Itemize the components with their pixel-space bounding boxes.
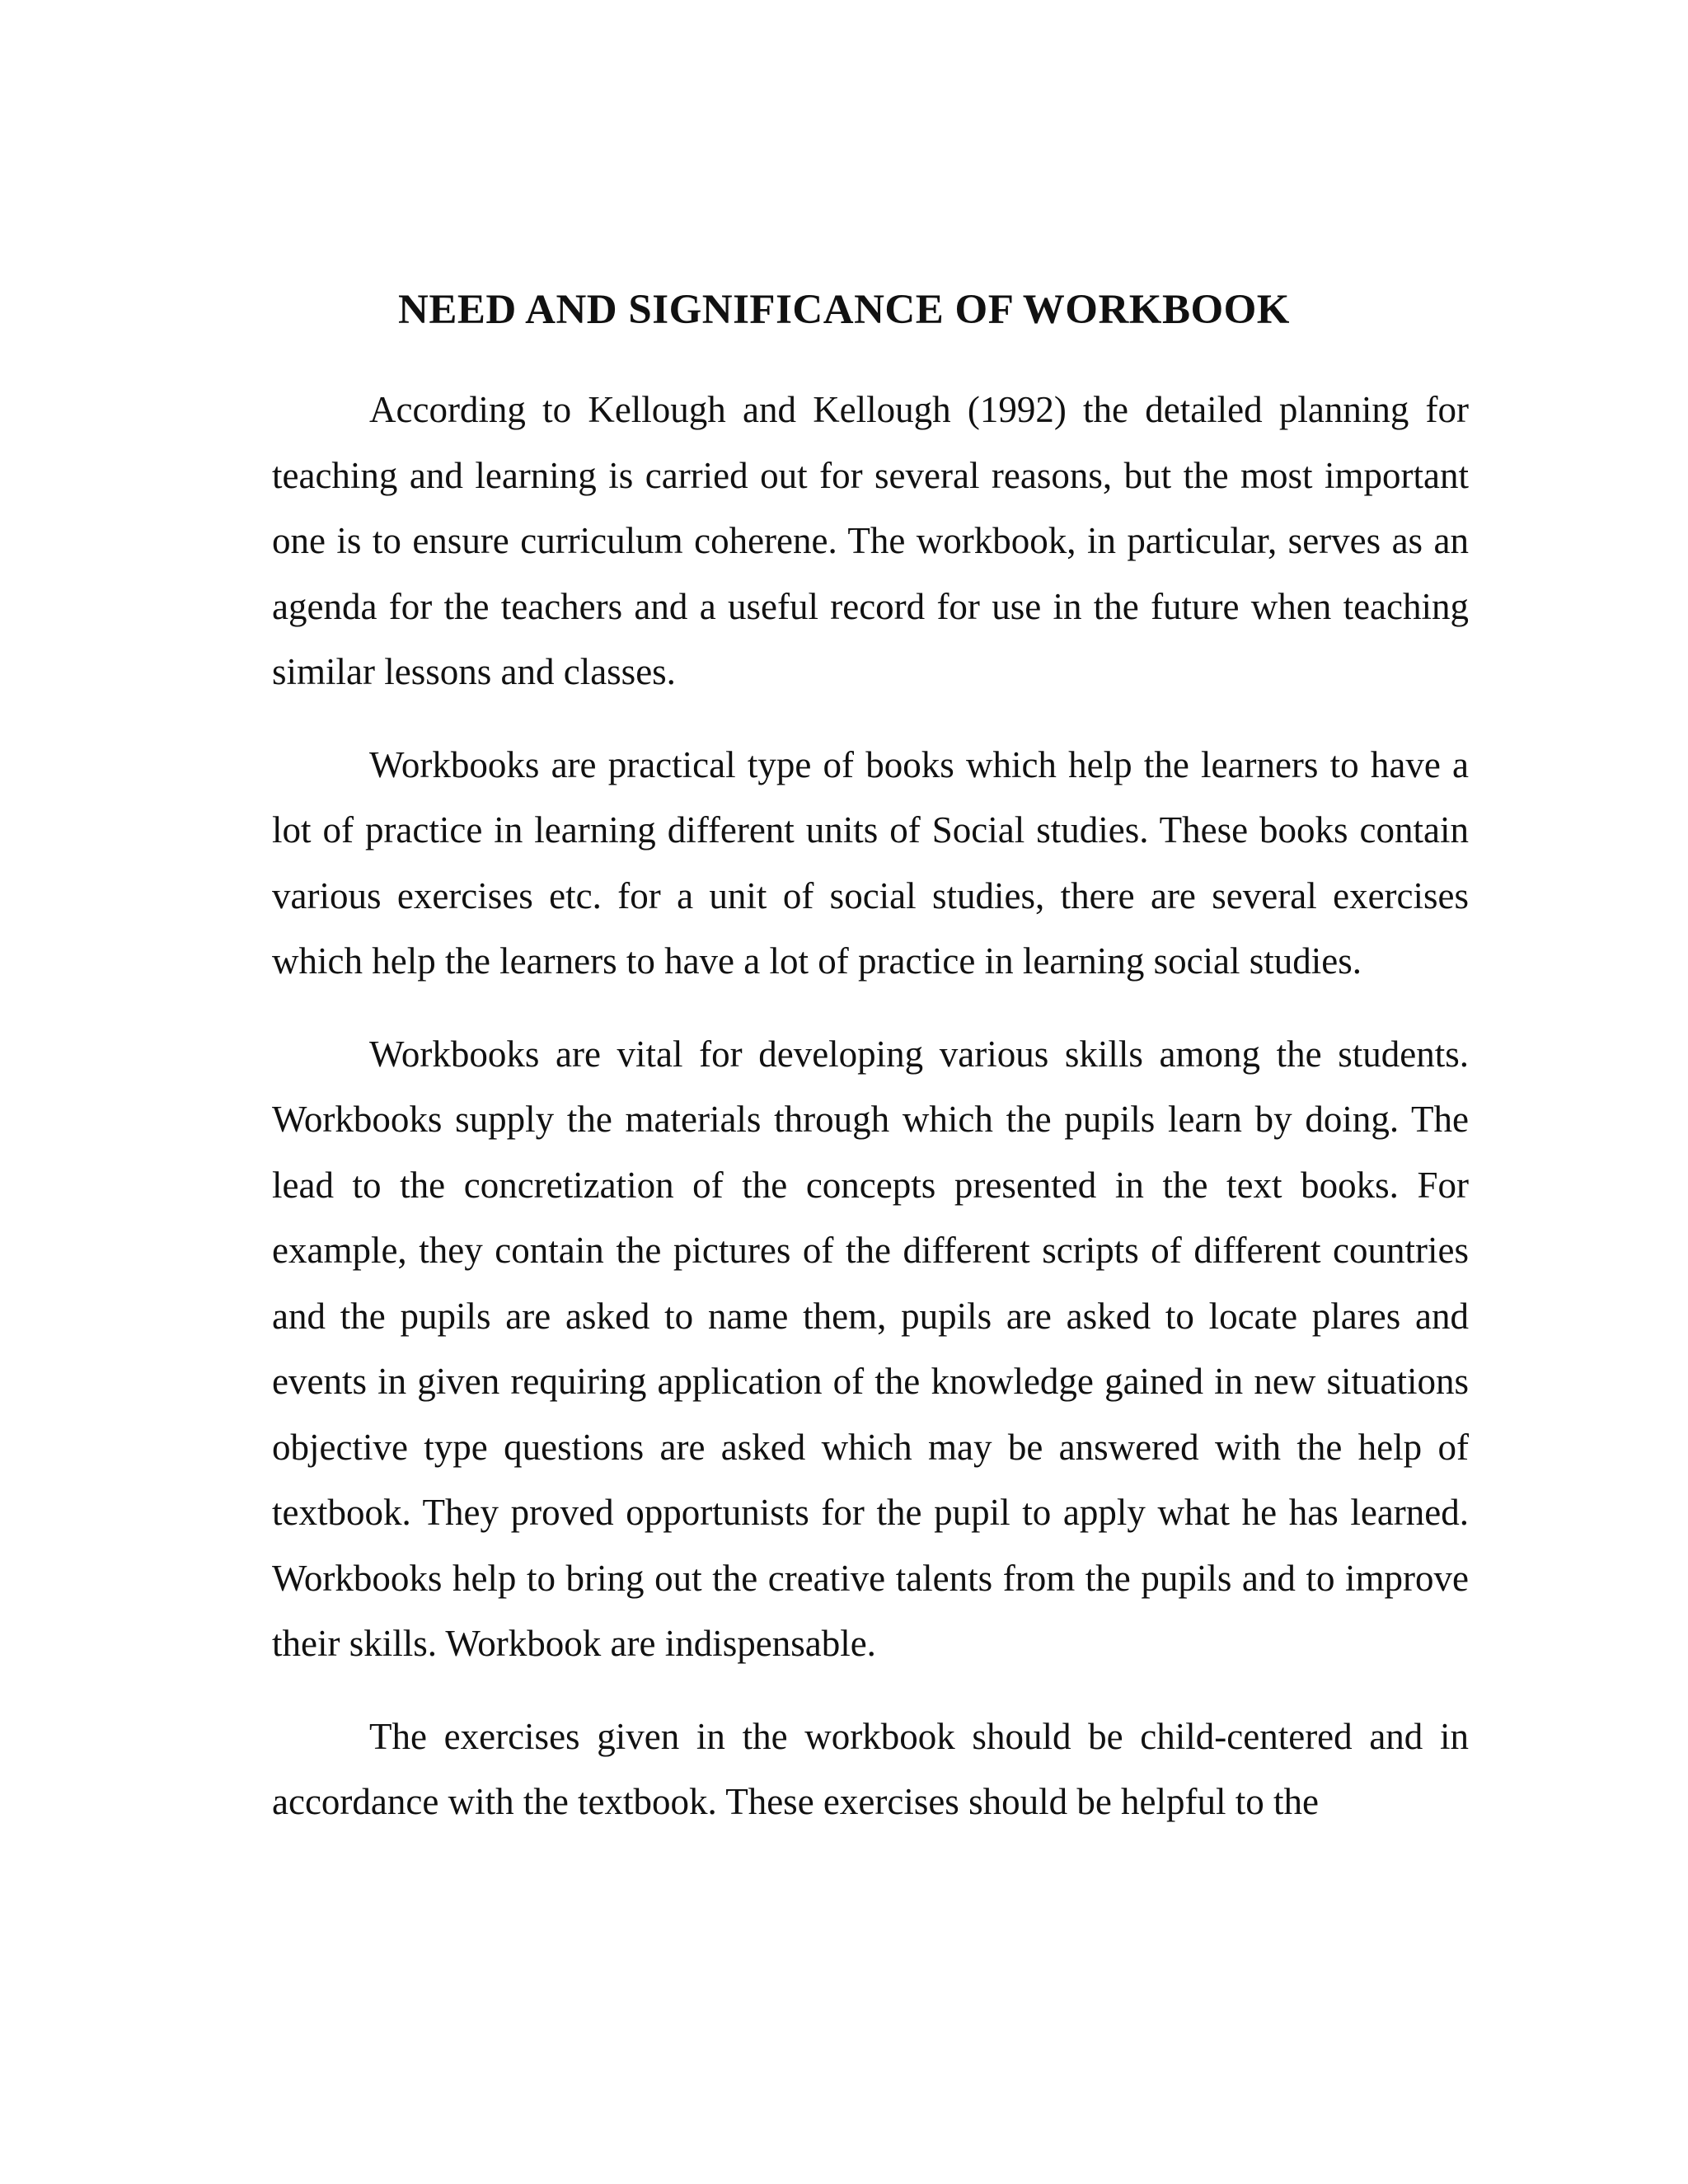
paragraph-2: Workbooks are practical type of books which help the learners to have a lot of practice in learning different units of Social studies. These books contain various exercises etc. for a unit of social studies, there are several exercises which help the learners to have a lot of practice in learning social studies. [272, 743, 1469, 982]
paragraph-3: Workbooks are vital for developing various skills among the students. Workbooks supply the materials through which the pupils learn by doing. The lead to the concretization of the concepts presented in the text books. For example, they contain the pictures of the different scripts of different countries and the pupils are asked to name them, pupils are asked to locate plares and events in given requiring application of the knowledge gained in new situations objective type questions are asked which may be answered with the help of textbook. They proved opportunists for the pupil to apply what he has learned. Workbooks help to bring out the creative talents from the pupils and to improve their skills. Workbook are indispensable. [272, 1033, 1469, 1664]
document-body [272, 377, 1469, 1863]
page-title: NEED AND SIGNIFICANCE OF WORKBOOK [398, 287, 1290, 333]
paragraph-4: The exercises given in the workbook should be child-centered and in accordance with the textbook. These exercises should be helpful to the [272, 1715, 1469, 1822]
paragraph-1: According to Kellough and Kellough (1992) the detailed planning for teaching and learning is carried out for several reasons, but the most important one is to ensure curriculum coherene. The workbook, in particular, serves as an agenda for the teachers and a useful record for use in the future when teaching similar lessons and classes. [272, 389, 1469, 692]
